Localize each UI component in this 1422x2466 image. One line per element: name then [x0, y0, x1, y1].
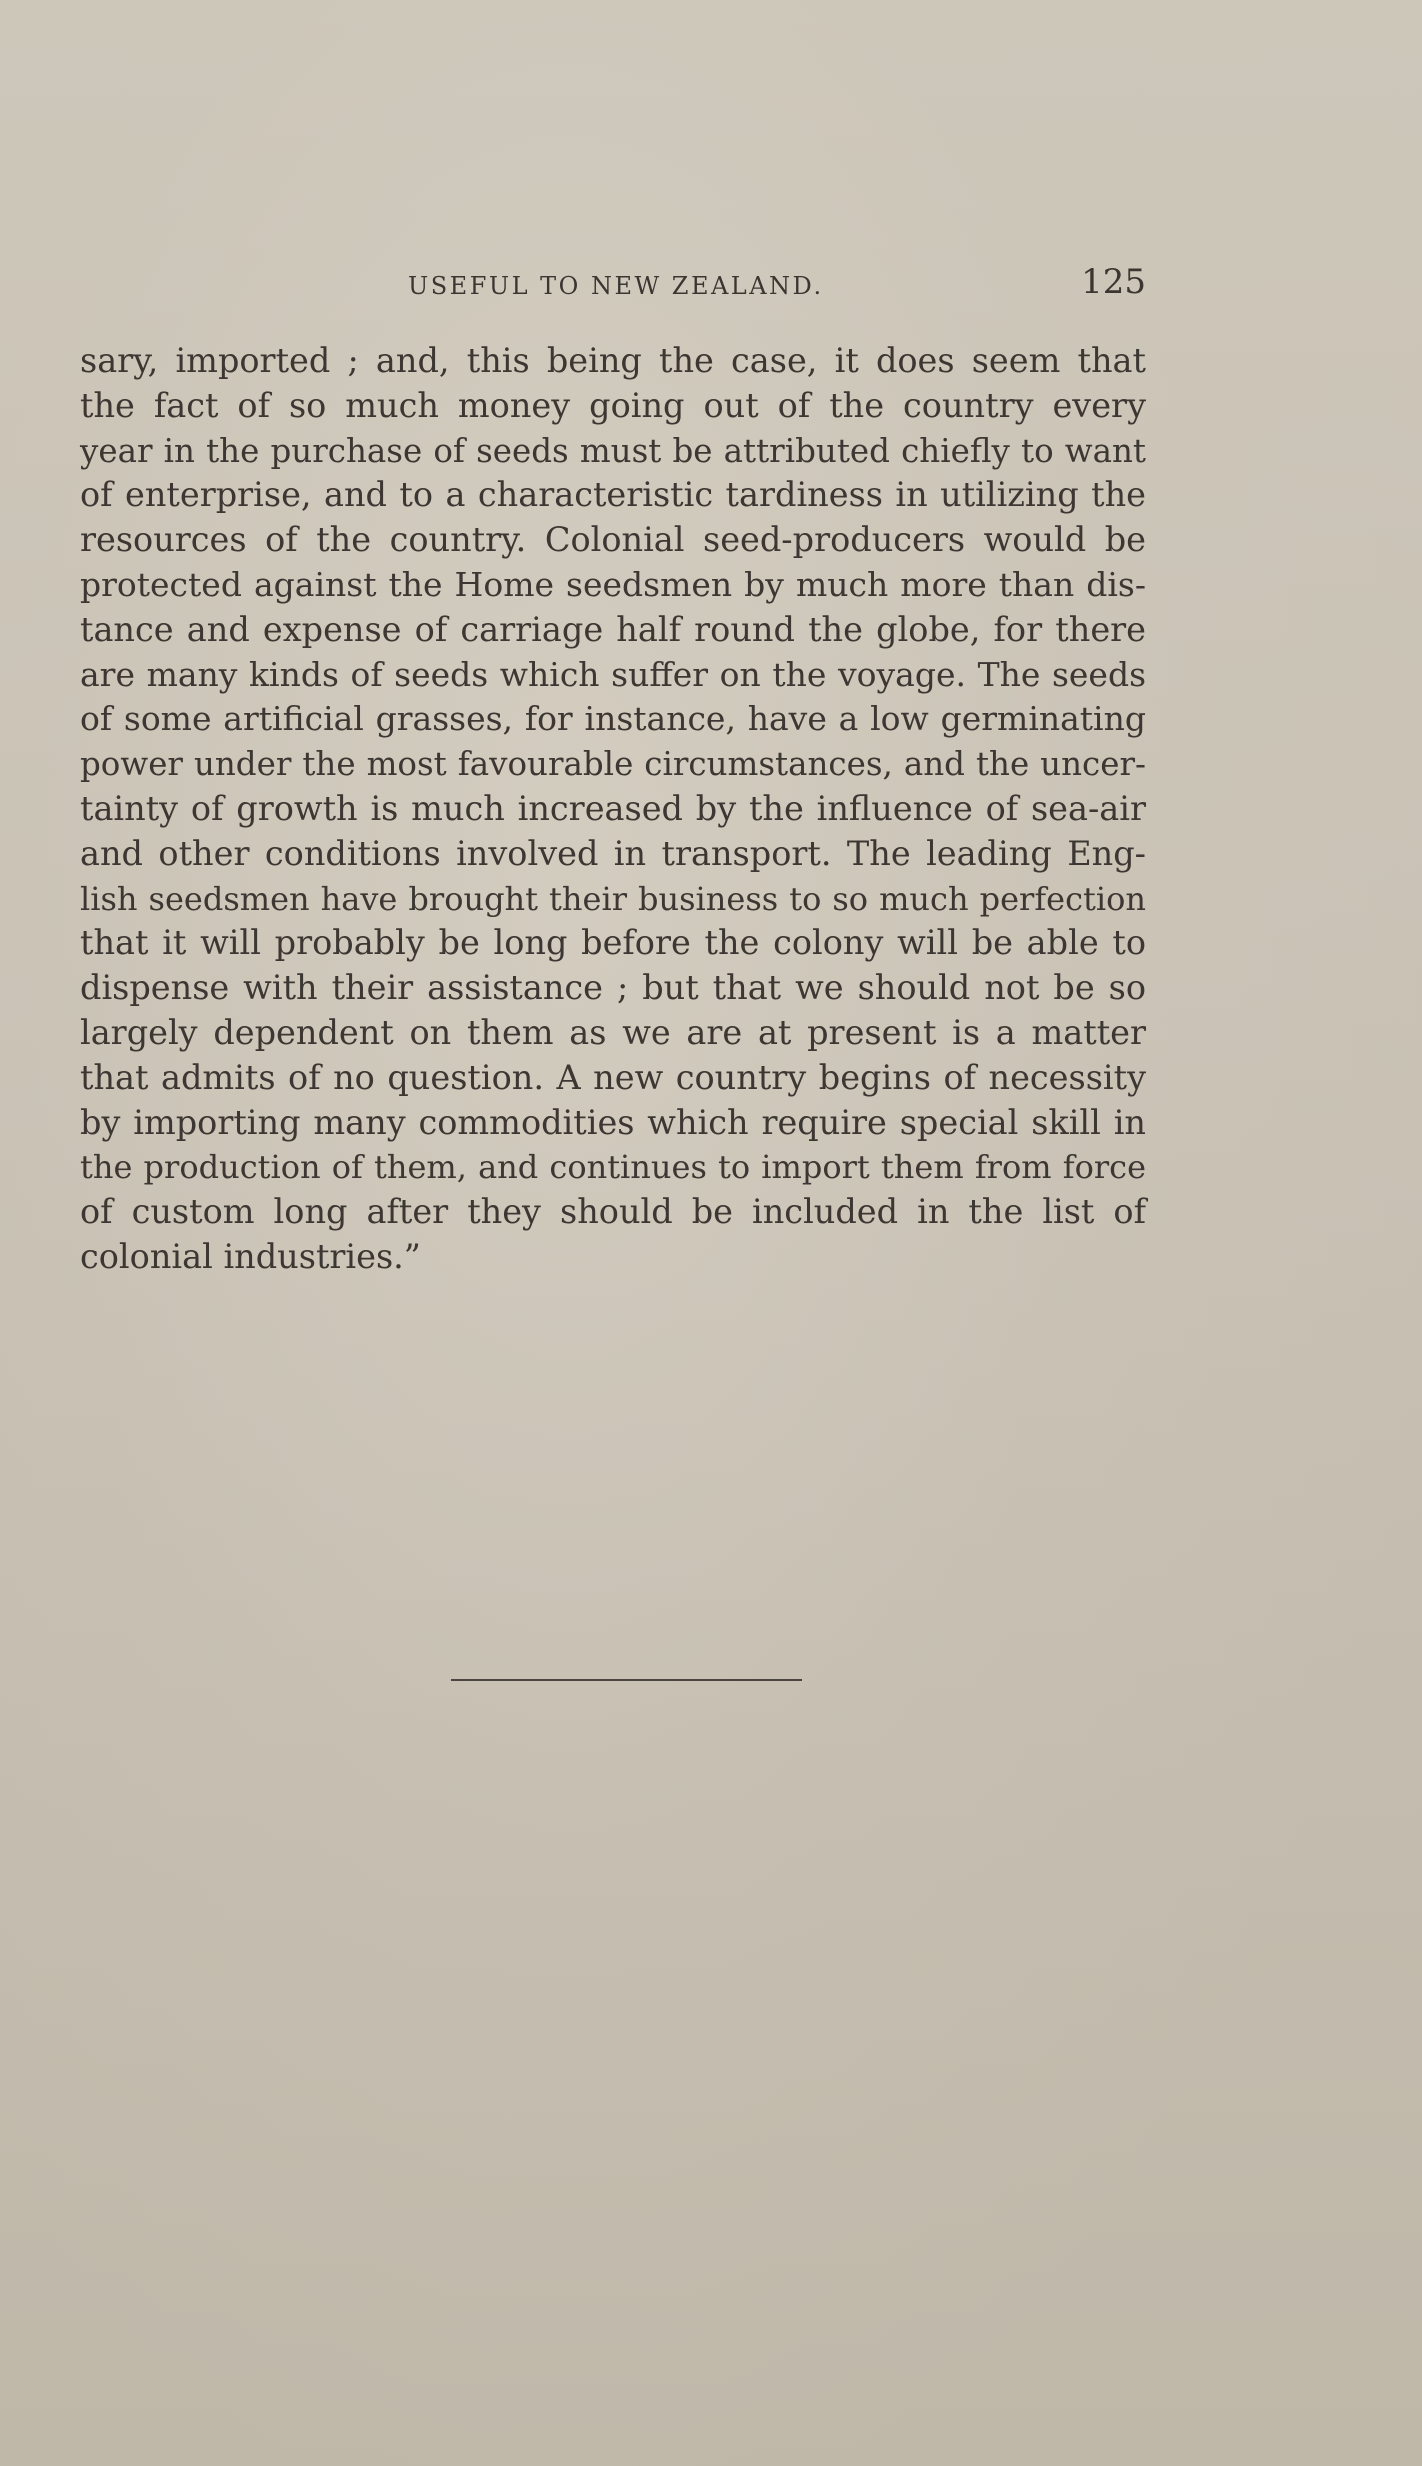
text-line: and other conditions involved in transport. The leading Eng-	[80, 833, 1146, 873]
text-line: the fact of so much money going out of the country every	[80, 385, 1146, 425]
text-line: sary, imported ; and, this being the case, it does seem that	[80, 341, 1146, 380]
page-number: 125	[1081, 262, 1146, 302]
text-line: that admits of no question. A new country begins of necessity	[80, 1057, 1146, 1097]
text-line: dispense with their assistance ; but that we should not be so	[80, 968, 1146, 1008]
text-line: resources of the country. Colonial seed-producers would be	[80, 520, 1146, 560]
text-line: of some artificial grasses, for instance, have a low germinating	[80, 699, 1146, 739]
text-line: colonial industries.”	[80, 1236, 421, 1276]
text-line: year in the purchase of seeds must be attributed chiefly to want	[80, 431, 1146, 470]
text-line: the production of them, and continues to import them from force	[80, 1148, 1146, 1187]
text-line: largely dependent on them as we are at present is a matter	[80, 1012, 1146, 1052]
text-line: lish seedsmen have brought their business to so much perfection	[80, 879, 1146, 918]
running-title: USEFUL TO NEW ZEALAND.	[408, 272, 824, 300]
text-line: protected against the Home seedsmen by much more than dis-	[80, 564, 1146, 604]
text-line: by importing many commodities which require special skill in	[80, 1102, 1146, 1142]
text-line: tainty of growth is much increased by the influence of sea-air	[80, 788, 1146, 828]
text-line: power under the most favourable circumstances, and the uncer-	[80, 745, 1146, 784]
text-line: that it will probably be long before the colony will be able to	[80, 923, 1146, 963]
section-end-rule	[451, 1679, 802, 1681]
text-line: are many kinds of seeds which suffer on the voyage. The seeds	[80, 654, 1146, 694]
text-line: of custom long after they should be included in the list of	[80, 1192, 1146, 1232]
running-head	[80, 262, 1146, 302]
text-line: of enterprise, and to a characteristic tardiness in utilizing the	[80, 475, 1146, 515]
body-text	[80, 339, 1146, 1280]
text-line: tance and expense of carriage half round the globe, for there	[80, 609, 1146, 649]
